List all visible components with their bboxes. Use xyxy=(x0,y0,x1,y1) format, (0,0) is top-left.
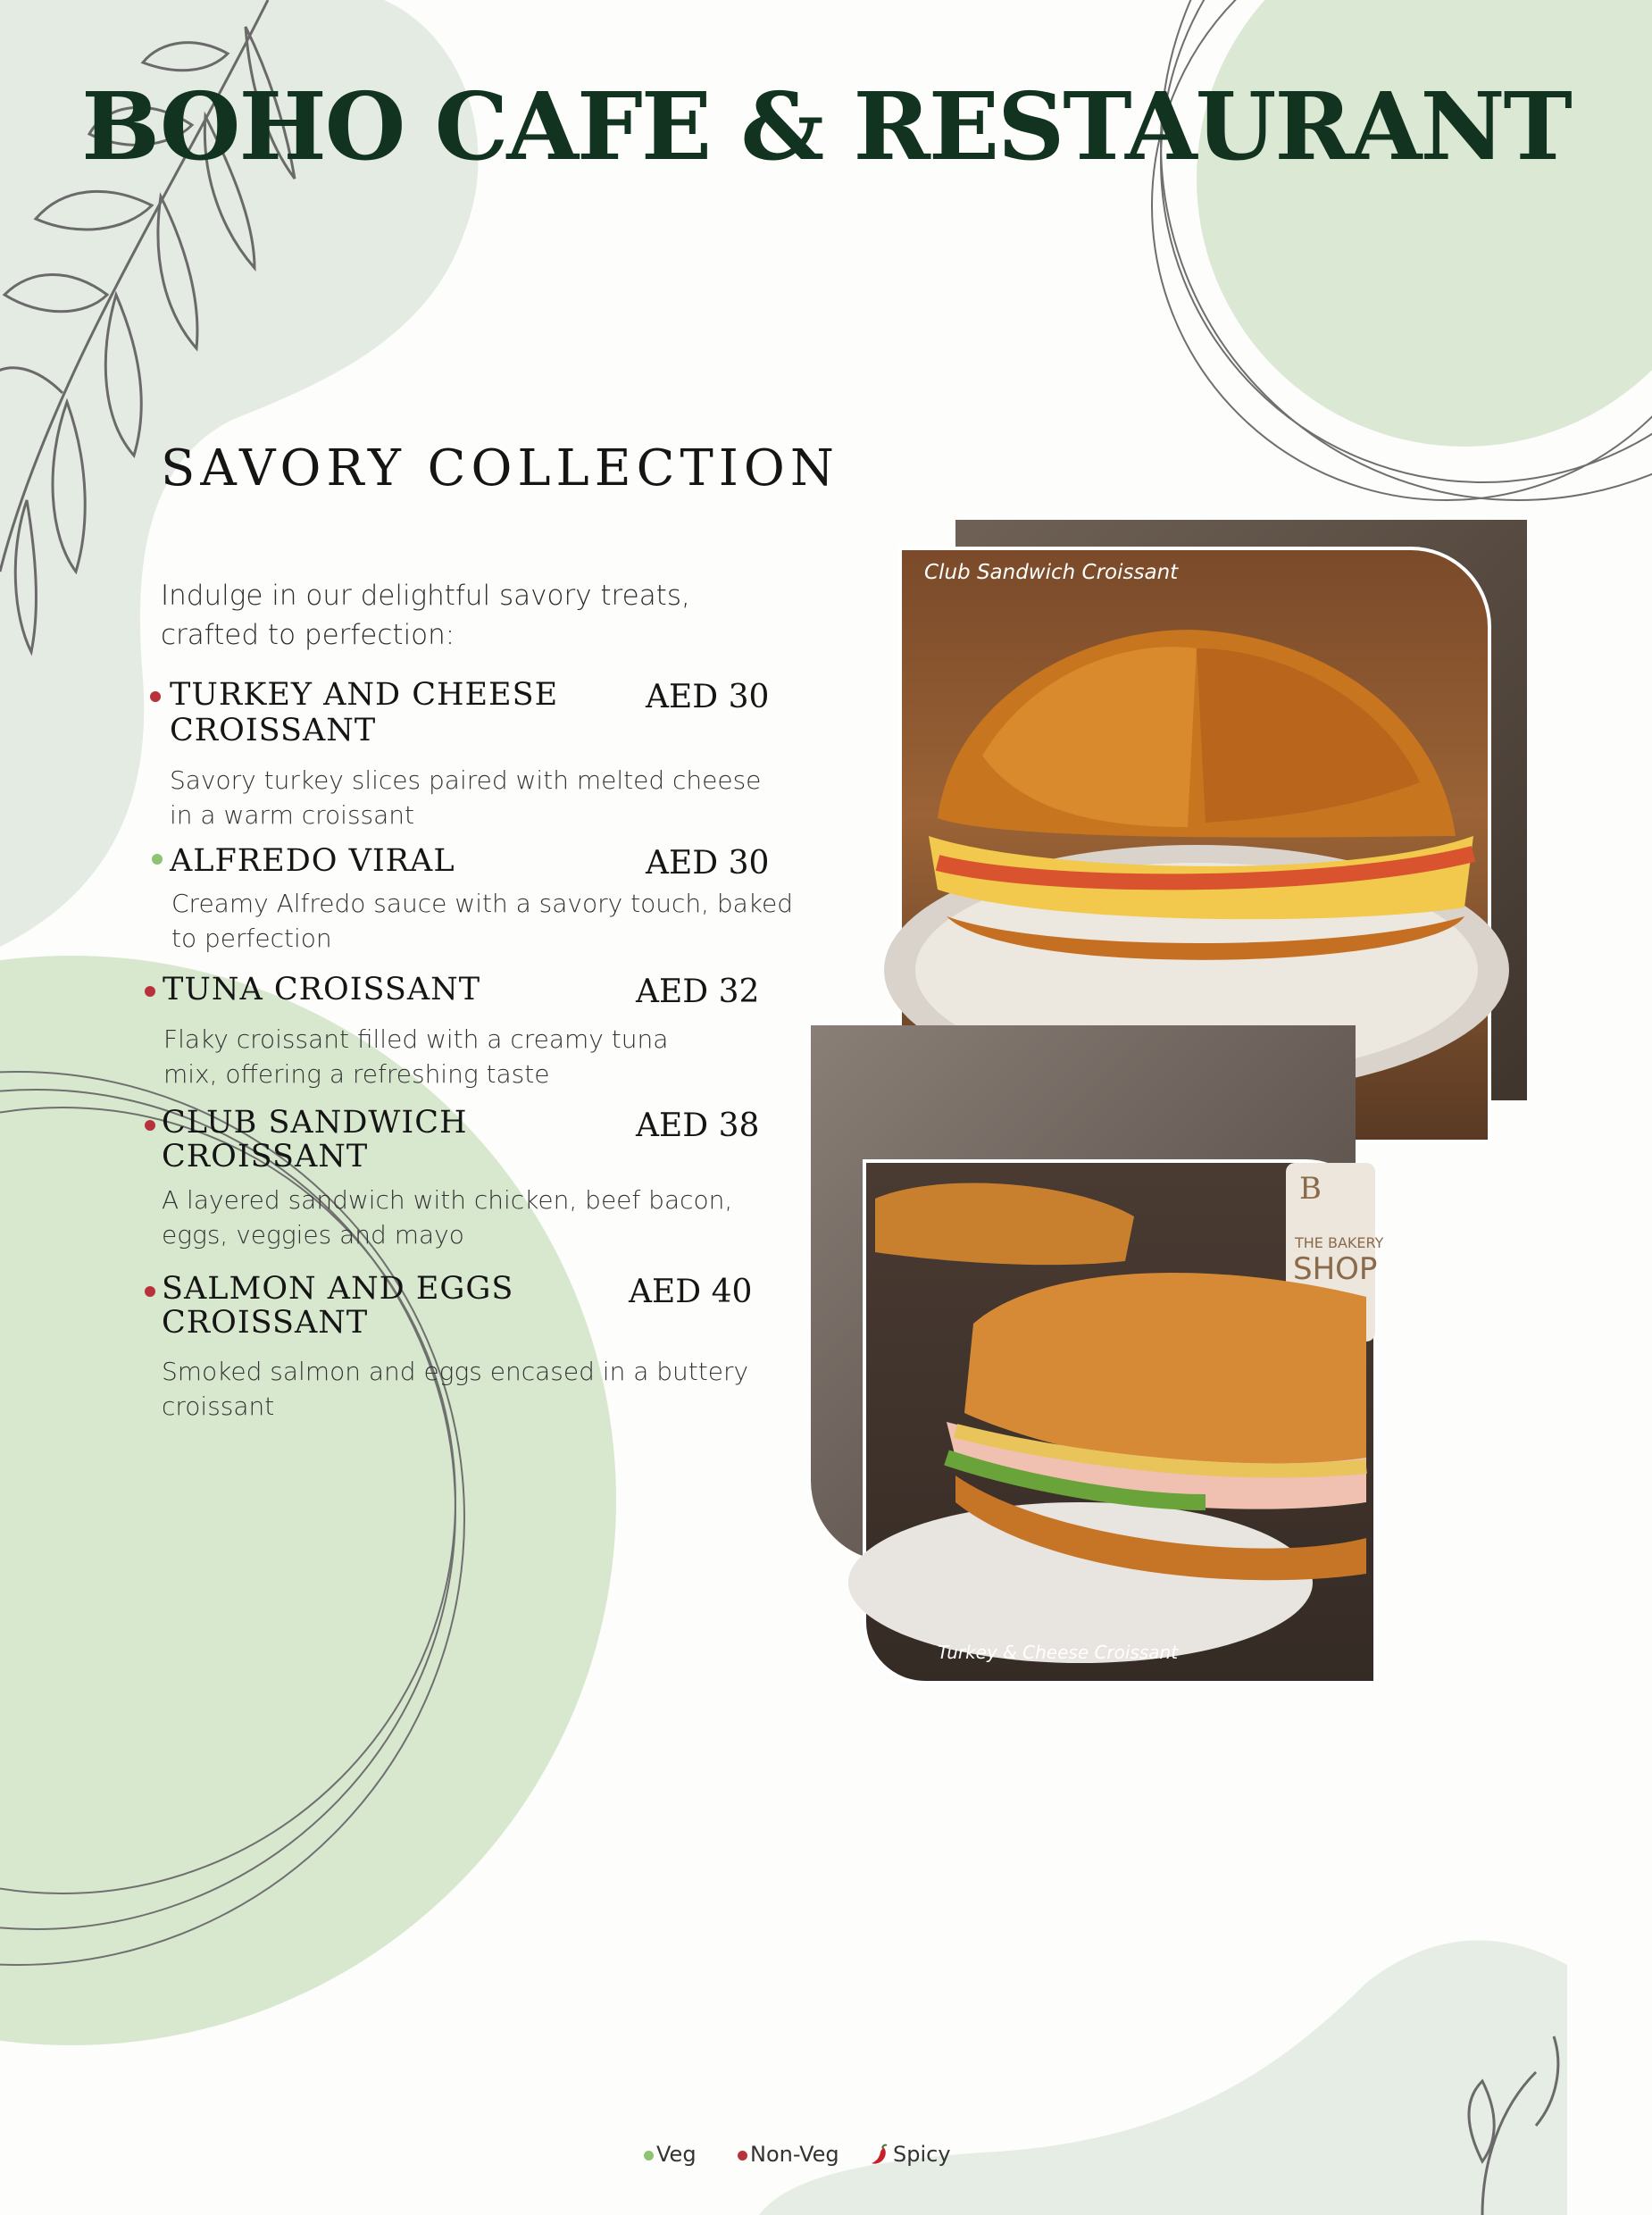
non-veg-dot-icon xyxy=(145,1120,155,1131)
legend-spicy-label: Spicy xyxy=(893,2142,951,2167)
item-name: ALFREDO VIRAL xyxy=(170,843,455,879)
item-description: Flaky croissant filled with a creamy tuna mix, offering a refreshing taste xyxy=(163,1024,669,1089)
item-price: AED 32 xyxy=(636,974,760,1010)
item-name: CLUB SANDWICH CROISSANT xyxy=(162,1105,468,1174)
veg-dot-icon xyxy=(644,2151,654,2161)
photo-brand-letter: B xyxy=(1299,1171,1322,1207)
intro-text: Indulge in our delightful savory treats, crafted to perfection: xyxy=(161,580,690,651)
item-description: A layered sandwich with chicken, beef bacon, eggs, veggies and mayo xyxy=(162,1185,733,1250)
top-right-circle-fill xyxy=(1197,0,1652,447)
item-description: Savory turkey slices paired with melted cheese in a warm croissant xyxy=(170,765,762,830)
photo-brand-line-2: SHOP xyxy=(1293,1251,1378,1287)
restaurant-title: BOHO CAFE & RESTAURANT xyxy=(81,71,1571,181)
item-description: Creamy Alfredo sauce with a savory touch, baked to perfection xyxy=(171,889,794,953)
non-veg-dot-icon xyxy=(150,691,161,702)
legend-non-veg xyxy=(738,2142,839,2167)
photo-caption: Club Sandwich Croissant xyxy=(924,561,1179,584)
item-description: Smoked salmon and eggs encased in a buttery croissant xyxy=(162,1357,749,1421)
legend-non-veg-label: Non-Veg xyxy=(750,2142,839,2167)
photo-brand-line-1: THE BAKERY xyxy=(1295,1234,1384,1251)
item-price: AED 38 xyxy=(636,1108,760,1144)
veg-dot-icon xyxy=(152,854,163,865)
photo-caption: Turkey & Cheese Croissant xyxy=(938,1642,1179,1663)
item-price: AED 30 xyxy=(646,679,770,715)
section-title: SAVORY COLLECTION xyxy=(161,439,839,497)
item-price: AED 30 xyxy=(646,845,770,882)
sandwich-illustration xyxy=(866,1163,1384,1681)
item-name: TUNA CROISSANT xyxy=(163,972,481,1007)
turkey-cheese-photo xyxy=(863,1159,1384,1684)
chili-pepper-icon xyxy=(871,2144,890,2166)
non-veg-dot-icon xyxy=(738,2151,747,2161)
legend-veg xyxy=(644,2142,697,2167)
item-name: TURKEY AND CHEESE CROISSANT xyxy=(170,677,559,748)
non-veg-dot-icon xyxy=(145,986,155,997)
item-price: AED 40 xyxy=(629,1274,753,1310)
legend-spicy xyxy=(871,2142,951,2167)
diet-legend xyxy=(0,2142,1567,2177)
non-veg-dot-icon xyxy=(145,1286,155,1297)
legend-veg-label: Veg xyxy=(656,2142,697,2167)
item-name: SALMON AND EGGS CROISSANT xyxy=(162,1271,514,1341)
